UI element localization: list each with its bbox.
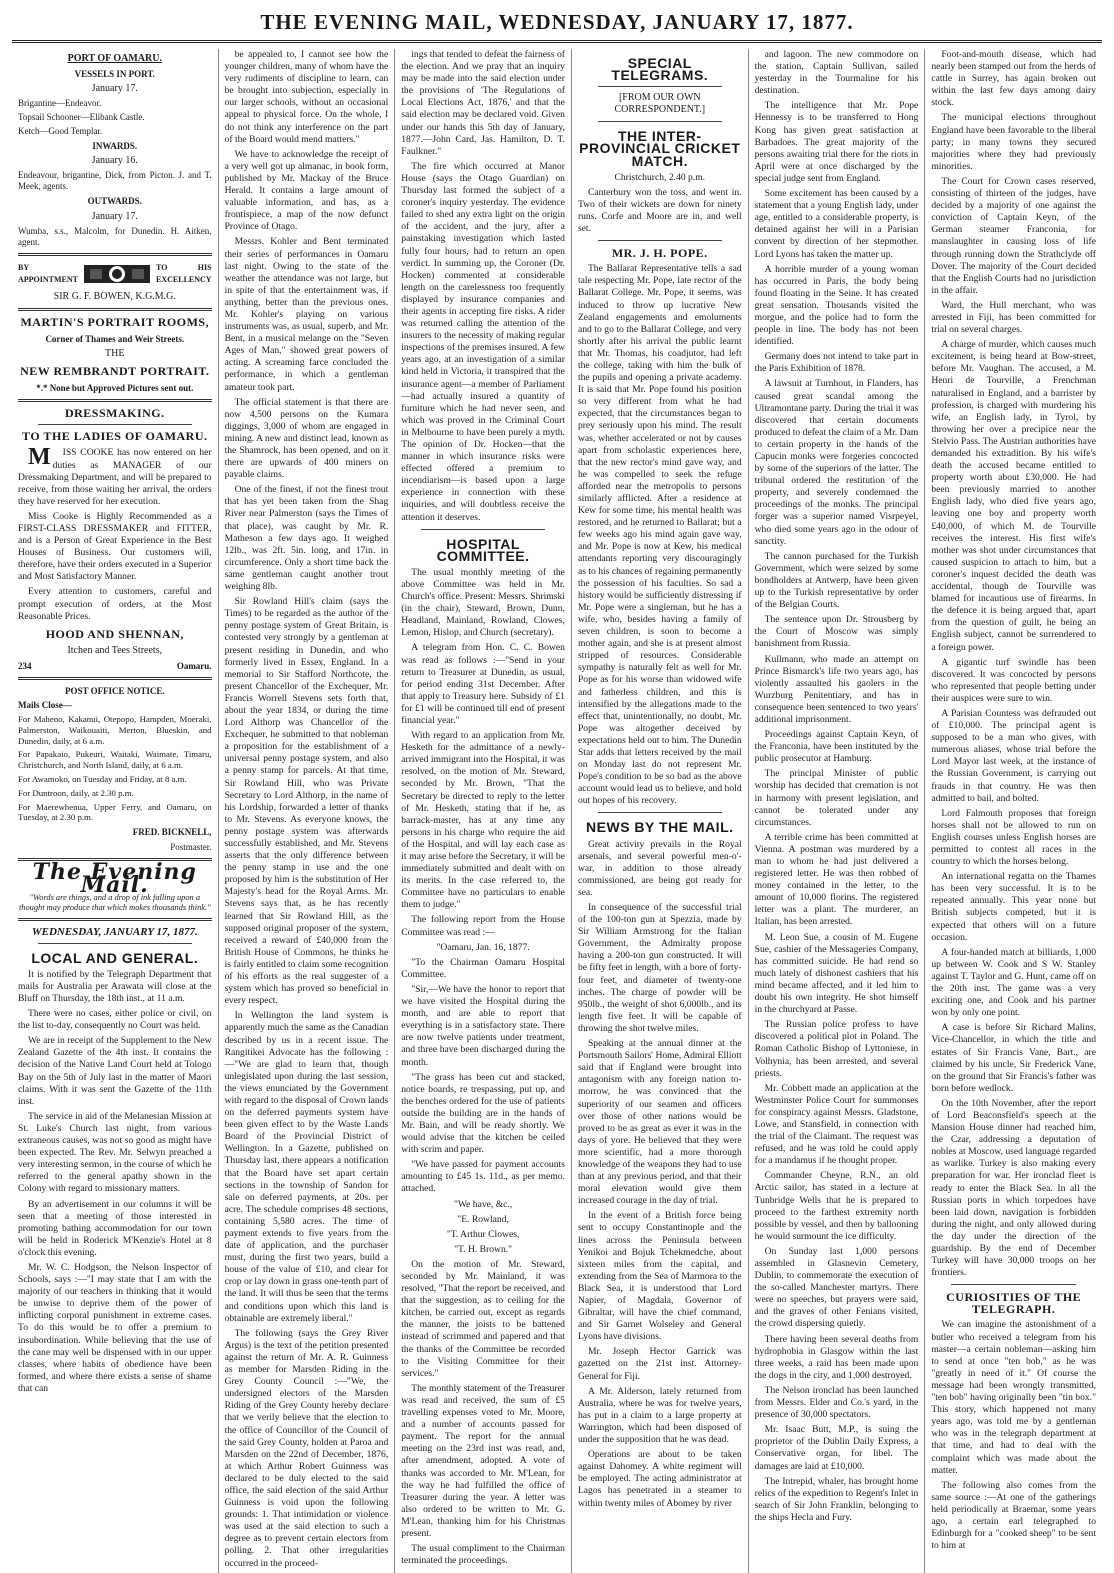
report-signer: "E. Rowland, <box>457 1213 509 1225</box>
inwards-title: INWARDS. <box>92 141 138 152</box>
hospital-para: With regard to an application from Mr. Hesketh for the admittance of a newly-arrived immigrant into the Hospital, it was resolved, on the motion of Mr. Steward, seconded by Mr. Brown, "That the Secretary be directed to reply to the letter of Mr. Hesketh, stating that if he, as barrack-master, has at any time any persons in his charge who require the aid of the Hospital, and will lay each case as it may arise before the Secretary, it will be immediately submitted and dealt with on its merits. In the case referred to, the Committee have no particulars to enable them to judge." <box>401 730 565 911</box>
post-line: For Awamoko, on Tuesday and Friday, at 8 a.m. <box>18 774 187 785</box>
news-para: Mr. Cobbett made an application at the Westminster Police Court for summonses for conspiracy against Messrs. Gladstone, Lowe, and Stansfield, in connection with the trial of the Claimant. The request was refused, and he was told he could apply for a mandamus if he thought proper. <box>754 1082 919 1167</box>
local-para: By an advertisement in our columns it will be seen that a meeting of those interested in promoting bathing accommodation for our town will be held in Roderick M'Kenzie's Hotel at 8 o'clock this evening. <box>18 1198 212 1258</box>
to-ladies-title: TO THE LADIES OF OAMARU. <box>22 429 208 444</box>
divider <box>951 1284 1076 1285</box>
local-para: There were no cases, either police or civil, on the list to-day, consequently no Court was held. <box>18 1008 212 1032</box>
news-para: The Russian police profess to have discovered a political plot in Poland. The Roman Catholic Bishop of Lyttoniese, in Volhynia, has been arrested, and several priests. <box>754 1019 919 1079</box>
outwards-date: January 17. <box>91 210 138 222</box>
vessels-date: January 17. <box>91 83 138 95</box>
outwards-title: OUTWARDS. <box>87 196 142 207</box>
hood-number-row <box>18 660 212 672</box>
article-para: We have to acknowledge the receipt of a very well got up almanac, in book form, published by Mr. Mackay of the Bruce Herald. It contains a large amount of valuable information, and has, as a frontispiece, a map of the now defunct Province of Otago. <box>224 148 389 233</box>
the-label: THE <box>105 347 125 359</box>
report-para: "We have passed for payment accounts amounting to £45 1s. 11d., as per memo. attached. <box>401 1159 565 1195</box>
news-para: On the 10th November, after the report of Lord Beaconsfield's speech at the Mansion House dinner had reached him, the Czar, addressing a deputation of nobles at Moscow, used language regarded as warlike. Turkey is also making every preparation for war. Her ironclad fleet is ready to enter the Black Sea. In all the Russian ports in which torpedoes have been laid down, navigation is forbidden during the night, and only allowed during the day under the direction of the guardship. By the end of December Turkey will have 30,000 troops on her frontiers. <box>931 1097 1096 1279</box>
divider <box>421 529 545 530</box>
hospital-para: The monthly statement of the Treasurer was read and received, the sum of £5 travelling expenses voted to Mr. Moore, and a number of accounts passed for payment. The report for the annual meeting on the 23rd inst was read, and, after amendment, adopted. A vote of thanks was accorded to Mr. M'Lean, for the way he had fulfilled the office of Treasurer during the year. A letter was also ordered to be written to Mr. G. M'Lean, thanking him for his Christmas present. <box>401 1382 565 1539</box>
paper-motto: "Words are things, and a drop of ink falling upon a thought may produce that which makes thousands think." <box>18 892 211 912</box>
special-telegrams-title: SPECIAL TELEGRAMS. <box>611 55 709 84</box>
column-2 <box>219 49 396 1573</box>
news-para: A Mr. Alderson, lately returned from Australia, where he was for twelve years, has put in a claim to a large property at Warrington, which had been disposed of under the supposition that he was dead. <box>577 1385 742 1446</box>
news-para: Speaking at the annual dinner at the Portsmouth Sailors' Home, Admiral Elliott said that if England were brought into antagonism with any foreign nation to-morrow, he was convinced that the superiority of our seamen and officers over those of other nations would be proved to be as great as ever it was in the days of yore. He believed that they were more scientific, had a more thorough knowledge of the weapons they had to use than at any previous period, and that their moral elevation would give them increased courage in the day of trial. <box>577 1038 742 1207</box>
divider <box>598 240 722 241</box>
vessels-title: VESSELS IN PORT. <box>74 69 155 80</box>
column-5 <box>749 49 926 1573</box>
article-para: The following (says the Grey River Argus) is the text of the petition presented against the return of Mr. A. R. Guinness as member for Marsden Riding in the Grey County Council :—"We, the undersigned electors of the Marsden Riding of the Grey County hereby declare that we verily believe that the election to the office of Councillor of the Council of the said Grey County, holden at Paroa and Marsden on the 22nd of December, 1876, at which Arthur Robert Guinness was declared to be duly elected to the said office, the said election of the said Arthur Guinness is void upon the following grounds: 1. That intimidation or violence was used at the said election to such a degree as to prevent certain electors from polling. 2. That other irregularities occurred in the proceed- <box>224 1327 389 1569</box>
local-para: The service in aid of the Melanesian Mission at St. Luke's Church last night, from various extraneous causes, was not so good as might have been expected. The Rev. Mr. Selwyn preached a very interesting sermon, in the course of which he referred to the general apathy shown in the Colony with regard to missionary matters. <box>18 1110 212 1195</box>
news-para: The municipal elections throughout England have been favorable to the liberal party; in many towns they secured majorities where they had previously minorities. <box>931 112 1096 172</box>
port-title: PORT OF OAMARU. <box>67 53 162 64</box>
news-para: The Court for Crown cases reserved, consisting of thirteen of the judges, have decided by a majority of one against the conviction of Captain Keyn, of the German steamer Franconia, for manslaughter in causing loss of life through running down the Strathclyde off Dover. The majority of the Court decided that the English Courts had no jurisdiction in the affair. <box>931 175 1096 296</box>
news-para: Kullmann, who made an attempt on Prince Bismarck's life two years ago, has violently assaulted his gaolers in the Wurzburg Penitentiary, and has in consequence been sentenced to two years' additional imprisonment. <box>754 653 919 725</box>
report-signer: "T. H. Brown." <box>454 1243 513 1255</box>
article-para: Sir Rowland Hill's claim (says the Times) to be regarded as the author of the penny postage system of Great Britain, is contested very strongly by a gentleman at present residing in Dunedin, and who formerly lived in Essex, England. In a memorial to Sir Stafford Northcote, the present Chancellor of the Exchequer, Mr. Francis Worrell Stevens sets forth that, about the year 1834, or during the time Lord Althorp was Chancellor of the Exchequer, he submitted to that nobleman a proposition for the establishment of a universal penny postage system, and also a penny stamp for parcels. At that time, Sir Rowland Hill, who was Private Secretary to Lord Althorp, in the name of his Lordship, forwarded a letter of thanks to Mr. Stevens. As everyone knows, the penny postage system was afterwards successfully established, and Mr. Stevens asserts that the only difference between the penny stamp in use and the one proposed by him is the substitution of Her Majesty's head for the Royal Arms. Mr. Stevens says that, as he has recently learned that Sir Rowland Hill, as the supposed original proposer of the system, received a reward of £40,000 from the British House of Commons, he thinks he is fairly entitled to claim some recognition of his efforts as the real suggester of a system which has proved so beneficial in every respect. <box>224 596 389 1007</box>
news-para: The principal Minister of public worship has decided that cremation is not in harmony with present legislation, and cannot be tolerated under any circumstances. <box>754 768 919 828</box>
news-para: A case is before Sir Richard Malins, Vice-Chancellor, in which the title and estates of Sir Francis Vane, Bart., are claimed by his uncle, Sir Frederick Vane, on the ground that Sir Francis's father was born before wedlock. <box>931 1022 1096 1094</box>
article-para: One of the finest, if not the finest trout that has yet been taken from the Shag River near Palmerston (says the Times of that place), was caught by Mr. R. Matheson a few days ago. It weighed 12lb., was 2ft. 5in. long, and 17in. in circumference. Only a short time back the same gentleman caught another trout weighing 8lb. <box>224 484 389 593</box>
article-para: The official statement is that there are now 4,500 persons on the Kumara diggings, 3,000 of whom are engaged in mining. A new and distinct lead, known as the Shamrock, has been opened, and on it there are upwards of 400 miners on payable claims. <box>224 396 389 481</box>
hospital-para: The following report from the House Committee was read :— <box>401 914 565 938</box>
news-para: A terrible crime has been committed at Vienna. A postman was murdered by a man to whom he had just delivered a registered letter. He was then robbed of money contained in the letter, to the amount of 10,000 florins. The registered letter was a plant. The murderer, an Italian, has been arrested. <box>754 831 919 928</box>
divider <box>598 86 722 87</box>
divider <box>18 677 212 680</box>
article-para: Messrs. Kohler and Bent terminated their series of performances in Oamaru last night. Owing to the state of the weather the attendance was not large, but in spite of that the entertainment was, if anything, better than the previous ones. Mr. Kohler's playing on various instruments was, as usual, superb, and Mr. Bent, in a musical melange on the "Seven Ages of Man," showed great powers of acting. A screaming farce concluded the performance, in which a gentleman amateur took part. <box>224 236 389 393</box>
news-para: The intelligence that Mr. Pope Hennessy is to be transferred to Hong Kong has given great satisfaction at Barbadoes. The great majority of the persons awaiting trial there for the riots in April were at once discharged by the special judge sent from England. <box>754 100 919 184</box>
royal-arms-icon <box>82 261 152 287</box>
news-mail-title: NEWS BY THE MAIL. <box>586 819 734 836</box>
news-para: A lawsuit at Turnhout, in Flanders, has caused great scandal among the Ultramontane party. During the trial it was discovered that certain documents produced to defeat the claim of a Mr. Dam to certain property in the hands of the Capucin monks were forgeries concocted by some of the superiors of the latter. The tribunal ordered the restitution of the property, and severely condemned the proceedings of the monks. The principal forger was a superior named Visrpeyel, who died some years ago in the odour of sanctity. <box>754 378 919 547</box>
news-para: The Nelson ironclad has been launched from Messrs. Elder and Co.'s yard, in the presence of 30,000 spectators. <box>754 1384 919 1421</box>
report-sign-intro: "We have, &c., <box>453 1198 513 1210</box>
post-line: For Duntroon, daily, at 2.30 p.m. <box>18 787 134 798</box>
news-para: In consequence of the successful trial of the 100-ton gun at Spezzia, made by Sir William Armstrong for the Italian Government, the Admiralty propose having a 200-ton gun constructed. It will be fifty feet in length, with a bore of forty-four feet, and diameter of twenty-one inches. The charge of powder will be 950lb., the weight of shot 6,000lb., and its length five feet. It will be capable of throwing the shot twelve miles. <box>577 902 742 1034</box>
news-para: A four-handed match at billiards, 1,000 up between W. Cook and S W. Stanley against T. Taylor and G. Hunt, came off on the 20th inst. The game was a very exciting one, and Cook and his partner won by only one point. <box>931 946 1096 1019</box>
news-para: Commander Cheyne, R.N., an old Arctic sailor, has stated in a lecture at Tunbridge Wells that he is prepared to proceed to the farthest extremity north possible by vessel, and then by ballooning he would surmount the ice difficulty. <box>754 1170 919 1242</box>
report-date: "Oamaru, Jan. 16, 1877. <box>436 941 530 953</box>
report-signer: "T. Arthur Clowes, <box>446 1228 520 1240</box>
portrait-rooms: MARTIN'S PORTRAIT ROOMS, <box>20 314 210 329</box>
hood-town: Oamaru. <box>176 660 212 671</box>
hood-address: Itchen and Tees Streets, <box>67 644 163 656</box>
appointment-name: SIR G. F. BOWEN, K.G.M.G. <box>53 290 176 302</box>
pope-para: The Ballarat Representative tells a sad tale respecting Mr. Pope, late rector of the Ballarat College. Mr. Pope, it seems, was induced to throw up lucrative New Zealand engagements and emoluments and to go to the Ballarat College, and very shortly after his arrival the public learnt that Mr. Thomas, his coadjutor, had left the college, taking with him the bulk of the pupils and opening a private academy. It is said that Mr. Pope found his position so very different from what he had expected, that the circumstances began to prey seriously upon his mind. The result was, whether accelerated or not by causes apart from scholastic experiences here, that the new rector's mind gave way, and he was compelled to seek the refuge afforded near the metropolis to persons similarly afflicted. After a residence at Kew for some time, his mental health was restored, and he returned to Ballarat; but a few weeks ago his mind again gave way, and Mr. Pope is now at Kew, his medical attendants reporting very discouragingly as to his chances of regaining permanently the possession of his faculties. So sad a history would be sufficiently distressing if Mr. Pope were a singleman, but he has a wife, who, besides having a family of seven children, is soon to become a mother again, and she is at present almost stripped of resources. Considerable sympathy is naturally felt as well for Mr. Pope as for his worse than widowed wife and fatherless children, and this is intensified by the allegations made to the effect that, unintentionally, no doubt, Mr. Pope was altogether deceived by expectations held out to him. The Dunedin Star adds that letters received by the mail on Monday last do not represent Mr. Pope's condition to be so bad as the above account would lead us to believe, and hold out hopes of his recovery. <box>577 263 742 807</box>
divider <box>18 918 212 921</box>
news-para: Operations are about to be taken against Dahomey. A white regiment will be employed. The acting administrator at Lagos has penetrated in a steamer to within twenty miles of Abomey by river <box>577 1449 742 1509</box>
local-para: We are in receipt of the Supplement to the New Zealand Gazette of the 4th inst. It contains the decision of the Native Land Court held at Tologo Bay on the 5th of July last in the matter of Maori claims. With it was sent the Gazette of the 11th inst. <box>18 1035 212 1107</box>
divider <box>18 308 212 311</box>
portrait-address: Corner of Thames and Weir Streets. <box>45 333 185 344</box>
article-para: ings that tended to defeat the fairness of the election. And we pray that an inquiry may be made into the said election under the provisions of 'The Regulations of Local Elections Act, 1876,' and that the said election may be declared void. Given under our hands this 5th day of January, 1877.—John Card, Jas. Hamilton, D. T. Faulkner." <box>401 49 565 157</box>
miss-cooke-para-1: MISS COOKE has now entered on her duties as MANAGER of our Dressmaking Department, and will be prepared to receive, from those waiting her arrival, the orders they have reserved for her execution. <box>18 444 212 507</box>
local-para: Mr. W. C. Hodgson, the Nelson Inspector of Schools, says :—"I may state that I am with the majority of our teachers in thinking that it would be unwise to deprive them of the power of inflicting corporal punishment in extreme cases. To do this would be to offer a premium to insubordination. While believing that the use of the cane may well be dispensed with in our upper classes, where habits of obedience have been formed, and where there exists a sense of shame that can <box>18 1261 212 1394</box>
news-para: M. Leon Sue, a cousin of M. Eugene Sue, cashier of the Messageries Company, has committed suicide. He had rend so much lately of dishonest cashiers that his mind became affected, and it led him to doubt his own integrity. He shot himself in the churchyard at Passe. <box>754 931 919 1016</box>
vessel-item: Topsail Schooner—Elibank Castle. <box>18 112 145 123</box>
news-para: The sentence upon Dr. Strousberg by the Court of Moscow was simply banishment from Russia. <box>754 614 919 650</box>
hospital-para: The usual compliment to the Chairman terminated the proceedings. <box>401 1543 565 1567</box>
news-para: Ward, the Hull merchant, who was arrested in Fiji, has been committed for trial on several charges. <box>931 299 1096 336</box>
news-para: Germany does not intend to take part in the Paris Exhibition of 1878. <box>754 351 919 375</box>
news-para: and lagoon. The new commodore on the station, Captain Sullivan, sailed yesterday in the Tourmaline for his destination. <box>754 49 919 97</box>
news-para: Some excitement has been caused by a statement that a young English lady, under age, entitled to a considerable property, is detained against her will in a Parisian convent by direction of her stepmother. Lord Lyons has taken the matter up. <box>754 188 919 260</box>
appointment-right: TO HIS EXCELLENCY <box>156 262 212 284</box>
vessel-item: Ketch—Good Templar. <box>18 126 103 137</box>
post-line: For Maerewhenua, Upper Ferry, and Oamaru, on Tuesday, at 2.30 p.m. <box>18 801 212 823</box>
article-para: be appealed to, I cannot see how the younger children, many of whom have the very rudiments of discipline to learn, can be brought into subjection, especially in our larger schools, without an occasional appeal to physical force. On the whole, I do not think any interference on the part of the Board would mend matters." <box>224 49 389 145</box>
none-but-notice: *.* None but Approved Pictures sent out. <box>36 383 194 394</box>
rembrandt-title: NEW REMBRANDT PORTRAIT. <box>20 364 210 379</box>
hospital-para: On the motion of Mr. Steward, seconded by Mr. Mainland, it was resolved, "That the report be received, and that the suggestion, as to ceiling for the kitchen, be carried out, except as regards the manner, the joists to be battened instead of scrimmed and papered and that the thanks of the Committee be recorded to the Visiting Committee for their services." <box>401 1258 565 1379</box>
post-line: For Papakaio, Pukeuri, Waitaki, Waimate, Timaru, Christchurch, and North Island, daily, at 6 a.m. <box>18 749 212 771</box>
divider <box>38 943 192 944</box>
hospital-para: A telegram from Hon. C. C. Bowen was read as follows :—"Send in your return to Treasurer at Dunedin, as usual, for period ending 31st December. After that apply to Treasury here. Subsidy of £1 for £1 will be continued till end of present financial year." <box>401 642 565 726</box>
divider <box>18 399 212 402</box>
miss-cooke-para-2: Miss Cooke is Highly Recommended as a FIRST-CLASS DRESSMAKER and FITTER, and is a Person of Great Experience in the Best Houses of Business. Our customers will, therefore, have their orders executed in a Superior and Most Satisfactory Manner. <box>18 510 212 583</box>
news-para: Mr. Isaac Butt, M.P., is suing the proprietor of the Dublin Daily Express, a Conservative organ, for libel. The damages are laid at £10,000. <box>754 1424 919 1472</box>
news-para: The cannon purchased for the Turkish Government, which were seized by some bondholders at Antwerp, have been given up to the Turkish representative by order of the Belgian Courts. <box>754 550 919 611</box>
news-para: In the event of a British force being sent to occupy Constantinople and the lines across the Peninsula between Yenikoi and Bojuk Tchekmedche, about sixteen miles from the capital, and extending from the Sea of Marmora to the Black Sea, it is understood that Lord Napier, of Magdala, Governor of Gibraltar, will have the chief command, and Sir Garnet Wolseley and General Lyons have divisions. <box>577 1210 742 1343</box>
column-1 <box>12 49 219 1573</box>
cricket-title: THE INTER-PROVINCIAL CRICKET MATCH. <box>579 128 741 169</box>
report-para: "Sir,—We have the honor to report that we have visited the Hospital during the month, and are able to report that everything is in a satisfactory state. There are now twelve patients under treatment, and three have been discharged during the month. <box>401 983 565 1068</box>
inwards-item: Endeavour, brigantine, Dick, from Picton. J. and T. Meek, agents. <box>18 170 212 192</box>
attention-para: Every attention to customers, careful and prompt execution of orders, at the Most Reasonable Prices. <box>18 586 212 622</box>
masthead: THE EVENING MAIL, WEDNESDAY, JANUARY 17, 1877. <box>12 10 1102 43</box>
column-6 <box>925 49 1102 1573</box>
news-para: Lord Falmouth proposes that foreign horses shall not be allowed to run on English courses unless English horses are permitted to contest all races in the country to which the horses belong. <box>931 807 1096 868</box>
post-signature-title: Postmaster. <box>170 842 212 853</box>
news-para: Proceedings against Captain Keyn, of the Franconia, have been instituted by the public prosecutor at Hamburg. <box>754 729 919 765</box>
curiosities-title: CURIOSITIES OF THE TELEGRAPH. <box>946 1290 1082 1317</box>
outwards-item: Wumba, s.s., Malcolm, for Dunedin. H. Aitken, agent. <box>18 225 212 247</box>
columns <box>12 49 1102 1569</box>
news-para: On Sunday last 1,000 persons assembled in Glasnevin Cemetery, Dublin, to commemorate the execution of the so-called Manchester martyrs. There were no speeches, but prayers were said, and the graves of other Fenians visited, the crowd dispersing quietly. <box>754 1245 919 1330</box>
news-para: A Parisian Countess was defrauded out of £10,000. The principal agent is supposed to be a man who gives, with numerous aliases, whose trial before the Lord Mayor last week, at the instance of the Russian Government, is carrying out frauds in that country. He was then admitted to bail, and bolted. <box>931 707 1096 804</box>
report-to: "To the Chairman Oamaru Hospital Committee. <box>401 956 565 980</box>
article-para: The fire which occurred at Manor House (says the Otago Guardian) on Thursday last formed the subject of a coroner's inquiry yesterday. The evidence failed to shed any extra light on the origin of the accident, and the jury, after a painstaking investigation which lasted fully four hours, had to return an open verdict. In summing up, the Coroner (Dr. Hocken) commented at considerable length on the carelessness too frequently displayed by insurance companies and their agents in accepting fire risks. A rider was returned calling the attention of the insurers to the necessity of making regular inspections of the premises insured. A few years ago, at an investigation of a similar kind held in Victoria, it transpired that the insurance agent—a member of Parliament—had actually insured a quantity of furniture which he had never seen, and which was proved in the Criminal Court in Melbourne to have been purely a myth. The opinion of Dr. Hocken—that the manner in which insurance risks were effected offered a premium to incendiarism—is based upon a large experience in connection with these inquiries, and will doubtless receive the attention it deserves. <box>401 160 565 523</box>
vessel-item: Brigantine—Endeavor. <box>18 98 102 109</box>
cricket-para: Canterbury won the toss, and went in. Two of their wickets are down for ninety runs. Corfe and Moore are in, and well set. <box>577 186 742 235</box>
news-para: A charge of murder, which causes much excitement, is being heard at Bow-street, before Mr. Vaughan. The accused, a M. Henri de Tourville, a Frenchman naturalised in England, and a barrister by profession, is charged with murdering his wife, an English lady, in Tyrol, by throwing her over a precipice near the Stelvio Pass. The Austrian authorities have demanded his extradition. By his wife's death the accused became entitled to property worth about £30,000. He had been previously married to another English lady, who died five years ago, leaving one boy and property worth £40,000, of which M. de Tourville receives the interest. His first wife's mother was shot under circumstances that caused suspicion to attach to him, but a coroner's inquest decided the death was accidental, though de Tourville was blamed for incautious use of firearms. In the defence it is being argued that, apart from the question of guilt, he being an English subject, cannot be surrendered to a foreign power. <box>931 339 1096 653</box>
divider <box>598 121 722 122</box>
divider <box>598 812 722 813</box>
report-para: "The grass has been cut and stacked, notice boards, re trespassing, put up, and the benches ordered for the use of patients outside the building are in the hands of Mr. Bain, and will be ready shortly. We would advise that the kitchen be ceiled with scrim and paper. <box>401 1071 565 1156</box>
special-sub: [FROM OUR OWN CORRESPONDENT.] <box>614 92 706 116</box>
news-para: A horrible murder of a young woman has occurred in Paris, the body being found floating in the Seine. It has created great sensation. Thousands visited the morgue, and the police had to form the people in line. The body has not been identified. <box>754 263 919 348</box>
article-para: In Wellington the land system is apparently much the same as the Canadian described by us in a recent issue. The Rangitikei Advocate has the following :—"We are glad to learn that, though unlegislated upon during the last session, the views enunciated by the Government with regard to the disposal of Crown lands on the deferred payments system have been given effect to by the Waste Lands Board of the Provincial District of Wellington. In a Gazette, published on Thursday last, there appears a notification that the Board have set apart certain sections in the township of Sandon for sale on deferred payments, at 20s. per acre. The schedule comprises 48 sections, containing 5,580 acres. The time of payment extends to five years from the date of application, and the purchaser must, during the first two years, build a house of the value of £10, and clear for crop or lay down in grass one-tenth part of the land. It will thus be seen that the terms and conditions upon which this land is obtainable are extremely liberal." <box>224 1010 389 1324</box>
curiosities-para: We can imagine the astonishment of a butler who received a telegram from his master—a certain nobleman—asking him to send at once "ten bob," as he was "greatly in need of it." Of course the message had been wrongly transmitted, "ten bob" having originally been "tin box." This story, which happened not many years ago, was told me by a gentleman who was in the telegraph department at that time, and had to deal with the complaint which was made about the matter. <box>931 1319 1096 1476</box>
curiosities-para: The following also comes from the same source :—At one of the gatherings held periodically at Braemar, some years ago, a certain earl telegraphed to Edinburgh for a "cooked sheep" to be sent to him at <box>931 1479 1096 1552</box>
news-para: An international regatta on the Thames has been very successful. It is to be repeated annually. This year none but British subjects competed, but it is expected that others will on a future occasion. <box>931 871 1096 943</box>
news-para: The Intrepid, whaler, has brought home relics of the expedition to Regent's Inlet in search of Sir John Franklin, belonging to the ships Hecla and Fury. <box>754 1475 919 1523</box>
local-para: It is notified by the Telegraph Department that mails for Australia per Arawata will close at the Bluff on Thursday, the 18th inst., at 11 a.m. <box>18 968 212 1005</box>
dateline: WEDNESDAY, JANUARY 17, 1877. <box>31 925 198 938</box>
column-4 <box>572 49 749 1573</box>
post-mails-label: Mails Close— <box>18 700 72 711</box>
appointment-left: BY APPOINTMENT <box>18 262 78 284</box>
appointment-crest <box>18 261 212 287</box>
news-para: Foot-and-mouth disease, which had nearly been stamped out from the herds of cattle in Surrey, has again broken out within the last few days among dairy stock. <box>931 49 1096 109</box>
hospital-committee-title: HOSPITAL COMMITTEE. <box>436 535 530 564</box>
pope-title: MR. J. H. POPE. <box>611 246 708 261</box>
post-line: For Maheno, Kakanui, Otepopo, Hampden, Moeraki, Palmerston, Waikouaiti, Merton, Blueskin, and Dunedin, daily, at 6 a.m. <box>18 714 212 746</box>
divider <box>18 253 212 256</box>
local-general-title: LOCAL AND GENERAL. <box>31 949 199 966</box>
hood-number: 234 <box>18 660 32 671</box>
divider <box>38 424 192 425</box>
hood-shennan: HOOD AND SHENNAN, <box>45 626 184 641</box>
news-para: There having been several deaths from hydrophobia in Glasgow within the last three weeks, a raid has been made upon the dogs in the city, and 1,000 destroyed. <box>754 1333 919 1381</box>
cricket-dateline: Christchurch, 2.40 p.m. <box>614 171 706 183</box>
inwards-date: January 16. <box>91 155 138 167</box>
dressmaking-title: DRESSMAKING. <box>64 406 165 421</box>
paper-title: The Evening Mail. <box>32 859 197 898</box>
column-3 <box>395 49 572 1573</box>
news-para: A gigantic turf swindle has been discovered. It was concocted by persons who represented that people betting under their auspices were sure to win. <box>931 656 1096 704</box>
post-office-title: POST OFFICE NOTICE. <box>64 686 165 696</box>
news-para: Great activity prevails in the Royal arsenals, and several powerful men-o'-war, in addition to those already commissioned, are being got ready for sea. <box>577 838 742 898</box>
hospital-para: The usual monthly meeting of the above Committee was held in Mr. Church's office. Present: Messrs. Shrimski (in the chair), Steward, Brown, Dunn, Headland, Mainland, Rowland, Clowes, Lemon, Hislop, and Church (secretary). <box>401 566 565 639</box>
post-signature: FRED. BICKNELL, <box>132 827 212 838</box>
news-para: Mr. Joseph Hector Garrick was gazetted on the 21st inst. Attorney-General for Fiji. <box>577 1346 742 1382</box>
